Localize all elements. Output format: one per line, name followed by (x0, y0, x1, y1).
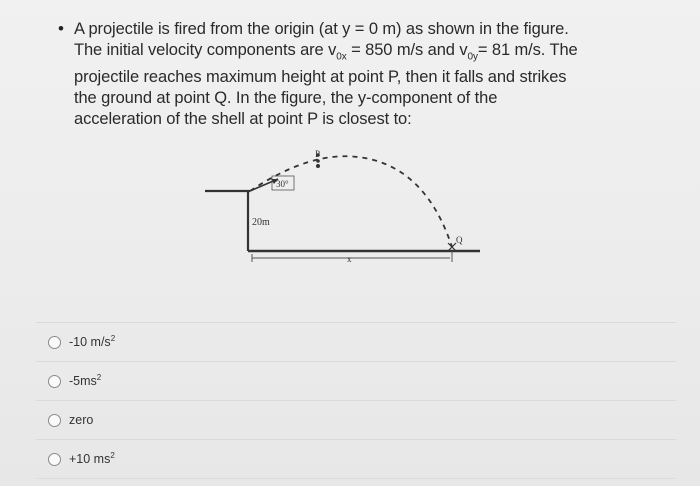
question-line-2-mid: = 850 m/s and v (346, 41, 468, 59)
bullet-point: • (58, 19, 64, 38)
option-1-label[interactable] (69, 334, 115, 349)
option-3-text: zero (69, 413, 94, 428)
question-text (74, 19, 658, 130)
question-line-4: the ground at point Q. In the figure, the y-component of the (74, 89, 498, 108)
option-1-text: -10 m/s (69, 335, 111, 350)
option-row-3[interactable] (36, 400, 676, 439)
option-3-radio[interactable] (48, 414, 61, 427)
option-4-label[interactable] (69, 451, 115, 466)
question-line-2 (74, 40, 658, 67)
option-4-text: +10 ms (69, 452, 111, 467)
vox-subscript: 0x (336, 51, 347, 63)
option-3-label[interactable] (69, 412, 93, 427)
angle-label: 30° (276, 179, 289, 189)
trajectory-path (250, 156, 452, 247)
question-line-5: acceleration of the shell at point P is closest to: (74, 110, 412, 129)
question-block (58, 19, 658, 130)
peak-point-p (316, 164, 320, 168)
option-2-sup: 2 (96, 373, 102, 383)
answer-options (36, 322, 676, 479)
option-1-radio[interactable] (48, 336, 61, 349)
option-row-4[interactable] (36, 439, 676, 479)
option-2-label[interactable] (69, 373, 101, 388)
option-2-radio[interactable] (48, 375, 61, 388)
option-1-sup: 2 (110, 334, 116, 344)
projectile-figure (200, 145, 490, 270)
height-label: 20m (252, 217, 270, 228)
point-p-label: P (315, 149, 321, 159)
option-2-text: -5ms (69, 374, 97, 389)
x-axis-label: x (347, 254, 352, 264)
question-line-3: projectile reaches maximum height at point P, then it falls and strikes (74, 68, 567, 87)
question-line-2-pre: The initial velocity components are v (74, 41, 337, 59)
option-row-1[interactable] (36, 322, 676, 361)
point-q-label: Q (456, 235, 463, 245)
question-line-2-post: = 81 m/s. The (477, 41, 578, 59)
option-row-2[interactable] (36, 361, 676, 400)
option-4-sup: 2 (110, 451, 115, 461)
voy-subscript: 0y (467, 51, 478, 63)
option-4-radio[interactable] (48, 453, 61, 466)
peak-dot-2 (316, 159, 320, 163)
question-line-1: A projectile is fired from the origin (at y = 0 m) as shown in the figure. (74, 20, 569, 38)
